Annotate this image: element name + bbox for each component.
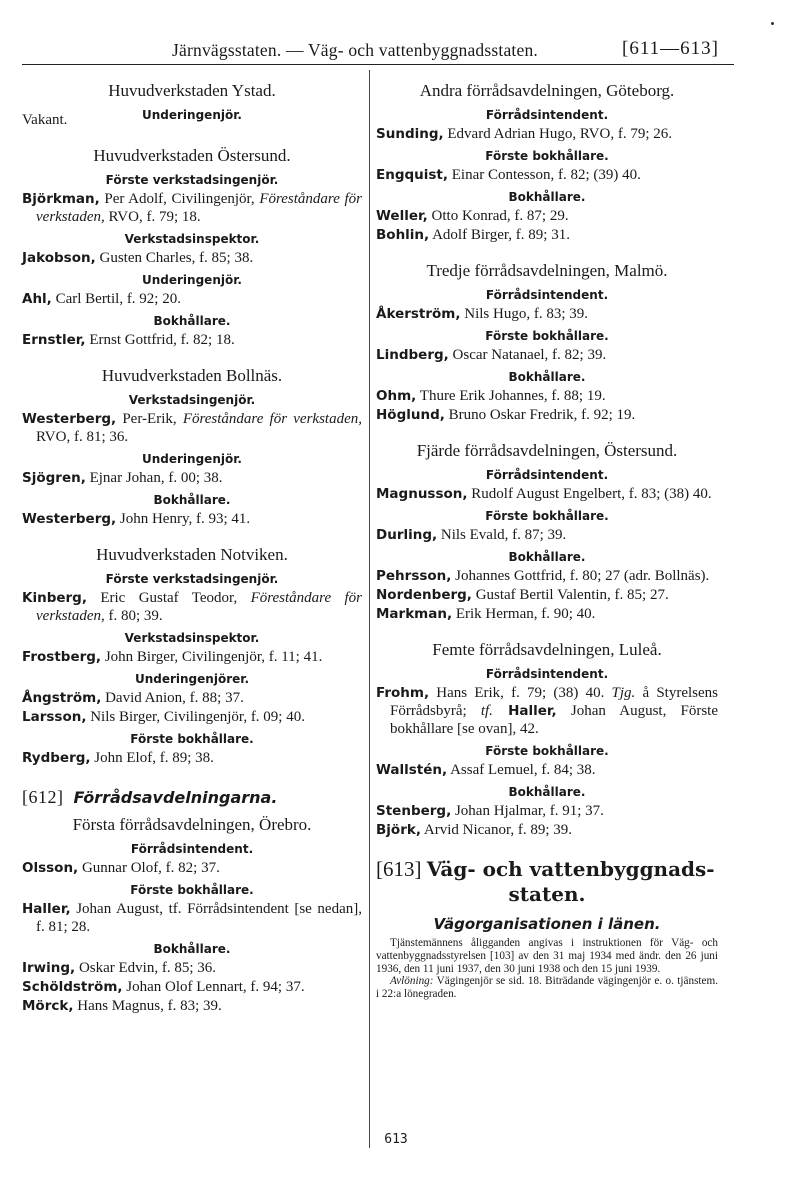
entry <box>22 510 362 528</box>
entry <box>22 469 362 487</box>
entry <box>376 346 718 364</box>
entry-text: Nils Hugo, f. 83; 39. <box>460 306 588 322</box>
role-heading: Förrådsintendent. <box>485 108 609 122</box>
note-paragraph: Tjänstemännens åligganden angivas i instruktionen för Väg- och vattenbyggnadsstyrelsen [103] av den 31 maj 1934 med ändr. den 26 juni 1936, den 11 juni 1937, den 30 juni 1938 och den 15 juni 1939. <box>376 937 718 975</box>
entry <box>376 821 718 839</box>
section-marker-612 <box>22 785 362 810</box>
role-heading: Förste bokhållare. <box>130 883 254 897</box>
person-name: Wallstén, <box>376 762 448 778</box>
entry <box>22 290 362 308</box>
entry-text: Assaf Lemuel, f. 84; 38. <box>447 762 596 778</box>
role-heading: Förste bokhållare. <box>485 149 609 163</box>
entry-text: Otto Konrad, f. 87; 29. <box>427 208 569 224</box>
person-name: Sjögren, <box>22 470 86 486</box>
entry <box>376 226 718 244</box>
role-heading: Underingenjör. <box>142 273 242 287</box>
entry-text: Johan Hjalmar, f. 91; 37. <box>451 803 604 819</box>
role-heading: Underingenjör. <box>142 452 242 466</box>
section-title: Andra förrådsavdelningen, Göteborg. <box>419 81 675 100</box>
person-name: Frostberg, <box>22 649 102 665</box>
section-notviken <box>22 544 362 767</box>
person-name: Ahl, <box>22 291 52 307</box>
entry-abbrev-italic: tf. <box>480 703 493 719</box>
entry-text: David Anion, f. 88; 37. <box>101 690 244 706</box>
role-heading: Underingenjörer. <box>134 672 250 686</box>
entry-text: Gusten Charles, f. 85; 38. <box>95 250 254 266</box>
entry <box>22 959 362 977</box>
role-heading: Verkstadsingenjör. <box>128 393 256 407</box>
entry-text: Nils Evald, f. 87; 39. <box>437 527 567 543</box>
entry-text: Oscar Natanael, f. 82; 39. <box>448 347 607 363</box>
person-name: Björkman, <box>22 191 100 207</box>
person-name: Lindberg, <box>376 347 449 363</box>
entry <box>376 387 718 405</box>
person-name: Irwing, <box>22 960 76 976</box>
page-range: [611—613] <box>622 38 719 59</box>
role-heading: Bokhållare. <box>508 785 586 799</box>
entry-text: f. 80; 39. <box>104 608 163 624</box>
note-paragraph <box>376 975 718 1001</box>
person-name: Rydberg, <box>22 750 91 766</box>
section-number: [612] <box>22 787 64 807</box>
entry <box>376 802 718 820</box>
section-orebro <box>22 814 362 1015</box>
section-lulea <box>376 639 718 839</box>
entry-text: John Henry, f. 93; 41. <box>116 511 251 527</box>
person-name: Magnusson, <box>376 486 468 502</box>
entry <box>376 485 718 503</box>
person-name: Åkerström, <box>376 306 461 322</box>
section-heading: Förrådsavdelningarna. <box>73 788 278 807</box>
header-rule <box>22 64 734 65</box>
entry-text: Rudolf August Engelbert, f. 83; (38) 40. <box>467 486 712 502</box>
entry-text: Nils Birger, Civilingenjör, f. 09; 40. <box>86 709 305 725</box>
section-marker-613 <box>376 857 718 907</box>
entry-abbrev-italic: Tjg. <box>611 685 636 701</box>
entry-text: Johan Olof Lennart, f. 94; 37. <box>122 979 305 995</box>
subheading: Vägorganisationen i länen. <box>433 915 661 933</box>
role-heading: Bokhållare. <box>508 190 586 204</box>
role-heading: Förrådsintendent. <box>485 288 609 302</box>
entry <box>22 249 362 267</box>
person-name: Nordenberg, <box>376 587 472 603</box>
person-name: Markman, <box>376 606 453 622</box>
role-heading: Underingenjör. <box>142 108 242 122</box>
right-column <box>376 76 718 1001</box>
section-heading: Väg- och vattenbyggnads- <box>426 857 715 881</box>
entry <box>376 605 718 623</box>
person-name: Jakobson, <box>22 250 96 266</box>
role-heading: Förrådsintendent. <box>485 468 609 482</box>
section-title: Huvudverkstaden Östersund. <box>93 146 291 165</box>
person-name: Bohlin, <box>376 227 430 243</box>
entry-text: Johannes Gottfrid, f. 80; 27 (adr. Bollnäs). <box>451 568 710 584</box>
person-name: Engquist, <box>376 167 449 183</box>
entry <box>376 526 718 544</box>
person-name: Ohm, <box>376 388 417 404</box>
entry-text: Hans Erik, f. 79; (38) 40. <box>429 685 612 701</box>
entry-text: Thure Erik Johannes, f. 88; 19. <box>416 388 606 404</box>
entry <box>22 331 362 349</box>
person-name: Björk, <box>376 822 421 838</box>
entry-text: Bruno Oskar Fredrik, f. 92; 19. <box>444 407 636 423</box>
role-heading: Förste bokhållare. <box>485 509 609 523</box>
person-name: Olsson, <box>22 860 79 876</box>
section-title: Huvudverkstaden Ystad. <box>108 81 276 100</box>
person-name: Stenberg, <box>376 803 452 819</box>
person-name: Mörck, <box>22 998 74 1014</box>
person-name: Westerberg, <box>22 511 117 527</box>
person-name: Pehrsson, <box>376 568 452 584</box>
entry <box>22 589 362 625</box>
entry-text: Per Adolf, Civilingenjör, <box>99 191 260 207</box>
person-name: Haller, <box>22 901 71 917</box>
running-title: Järnvägsstaten. — Väg- och vattenbyggnadsstaten. <box>172 40 538 60</box>
entry <box>376 166 718 184</box>
role-heading: Bokhållare. <box>508 550 586 564</box>
entry <box>22 859 362 877</box>
entry <box>22 190 362 226</box>
section-title: Första förrådsavdelningen, Örebro. <box>72 815 312 834</box>
entry-text: Johan August, Förste bokhållare [se ovan], 42. <box>390 703 719 737</box>
person-name: Haller, <box>492 703 557 719</box>
entry-text: RVO, f. 79; 18. <box>104 209 201 225</box>
entry-text: Vakant. <box>22 112 68 128</box>
role-heading: Bokhållare. <box>153 493 231 507</box>
person-name: Ångström, <box>22 690 102 706</box>
entry <box>22 900 362 936</box>
section-ostersund <box>22 145 362 349</box>
entry <box>376 586 718 604</box>
entry-text: Edvard Adrian Hugo, RVO, f. 79; 26. <box>443 126 672 142</box>
entry <box>376 567 718 585</box>
role-heading: Bokhållare. <box>508 370 586 384</box>
entry-text: Einar Contesson, f. 82; (39) 40. <box>448 167 641 183</box>
entry-text: Adolf Birger, f. 89; 31. <box>429 227 570 243</box>
print-speck <box>771 22 774 25</box>
person-name: Kinberg, <box>22 590 87 606</box>
role-heading: Verkstadsinspektor. <box>124 232 260 246</box>
person-name: Westerberg, <box>22 411 117 427</box>
person-name: Weller, <box>376 208 428 224</box>
role-heading: Förrådsintendent. <box>130 842 254 856</box>
entry-title-italic: Föreståndare för verkstaden, <box>36 191 362 225</box>
note-text: Vägingenjör se sid. 18. Biträdande vägingenjör e. o. tjänstem. i 22:a lönegraden. <box>376 975 718 1001</box>
person-name: Frohm, <box>376 685 430 701</box>
person-name: Schöldström, <box>22 979 123 995</box>
page-header <box>0 36 792 64</box>
section-heading-cont: staten. <box>508 882 586 906</box>
role-heading: Förste bokhållare. <box>485 329 609 343</box>
role-heading: Förste verkstadsingenjör. <box>105 572 279 586</box>
entry-text: John Elof, f. 89; 38. <box>90 750 214 766</box>
section-title: Huvudverkstaden Bollnäs. <box>101 366 283 385</box>
role-heading: Förrådsintendent. <box>485 667 609 681</box>
role-heading: Förste bokhållare. <box>485 744 609 758</box>
person-name: Durling, <box>376 527 438 543</box>
entry-text: Carl Bertil, f. 92; 20. <box>51 291 181 307</box>
entry <box>22 997 362 1015</box>
entry-text: Ejnar Johan, f. 00; 38. <box>85 470 223 486</box>
entry-text: Arvid Nicanor, f. 89; 39. <box>420 822 573 838</box>
entry <box>22 410 362 446</box>
entry-text: John Birger, Civilingenjör, f. 11; 41. <box>101 649 323 665</box>
entry <box>376 305 718 323</box>
section-bollnas <box>22 365 362 528</box>
person-name: Larsson, <box>22 709 87 725</box>
entry-text: Erik Herman, f. 90; 40. <box>452 606 596 622</box>
section-number: [613] <box>376 857 422 881</box>
role-heading: Verkstadsinspektor. <box>124 631 260 645</box>
entry-text: Oskar Edvin, f. 85; 36. <box>75 960 217 976</box>
entry-title-italic: Föreståndare för verkstaden, <box>36 590 362 624</box>
section-title: Tredje förrådsavdelningen, Malmö. <box>426 261 668 280</box>
entry <box>376 207 718 225</box>
role-heading: Förste bokhållare. <box>130 732 254 746</box>
entry-text: Per-Erik, <box>116 411 183 427</box>
column-divider <box>369 70 370 1148</box>
entry <box>22 749 362 767</box>
page-number: 613 <box>384 1132 408 1147</box>
role-heading: Bokhållare. <box>153 314 231 328</box>
entry-text: Hans Magnus, f. 83; 39. <box>73 998 222 1014</box>
section-ostersund-forrad <box>376 440 718 623</box>
entry-text: Gunnar Olof, f. 82; 37. <box>78 860 220 876</box>
entry-text: Eric Gustaf Teodor, <box>86 590 251 606</box>
entry <box>22 978 362 996</box>
entry-text: Gustaf Bertil Valentin, f. 85; 27. <box>471 587 669 603</box>
entry <box>376 406 718 424</box>
left-column <box>22 76 362 1016</box>
person-name: Ernstler, <box>22 332 86 348</box>
section-goteborg <box>376 80 718 244</box>
entry-title-italic: Föreståndare för verkstaden, <box>182 411 362 427</box>
section-ystad <box>22 80 362 129</box>
entry <box>376 684 718 738</box>
section-malmo <box>376 260 718 424</box>
role-heading: Bokhållare. <box>153 942 231 956</box>
person-name: Höglund, <box>376 407 445 423</box>
entry <box>22 708 362 726</box>
section-title: Huvudverkstaden Notviken. <box>96 545 288 564</box>
person-name: Sunding, <box>376 126 444 142</box>
entry-text: Johan August, tf. Förrådsintendent [se nedan], f. 81; 28. <box>36 901 362 935</box>
entry <box>376 125 718 143</box>
role-heading: Förste verkstadsingenjör. <box>105 173 279 187</box>
entry <box>22 648 362 666</box>
section-title: Femte förrådsavdelningen, Luleå. <box>432 640 662 659</box>
note-label: Avlöning: <box>390 975 434 988</box>
entry-text: RVO, f. 81; 36. <box>36 429 129 445</box>
entry-text: Ernst Gottfrid, f. 82; 18. <box>85 332 235 348</box>
entry <box>376 761 718 779</box>
section-title: Fjärde förrådsavdelningen, Östersund. <box>416 441 678 460</box>
entry-text: å Styrelsens Förrådsbyrå; <box>390 685 718 719</box>
entry <box>22 689 362 707</box>
